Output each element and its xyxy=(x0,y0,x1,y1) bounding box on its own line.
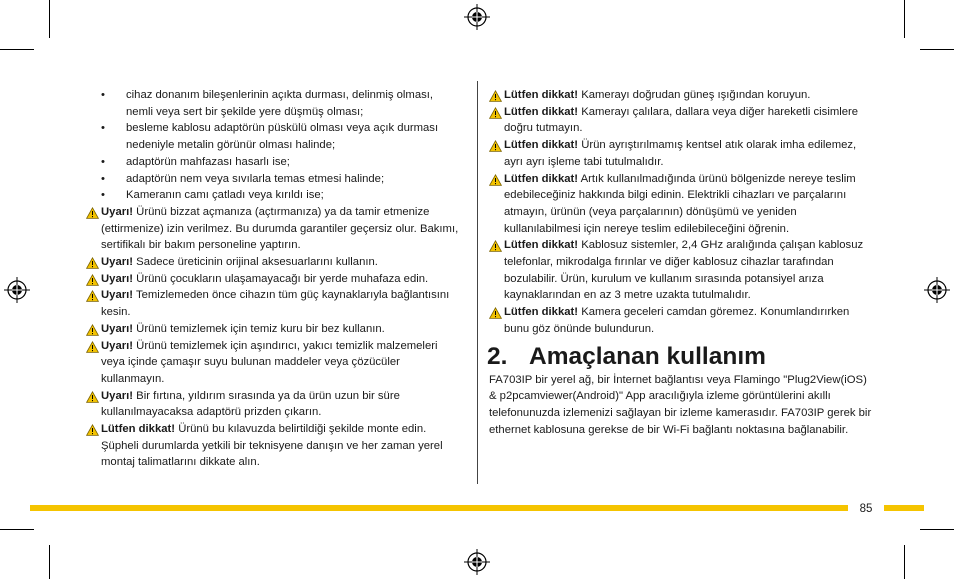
warning-text: Sadece üreticinin orijinal aksesuarlarını kullanın. xyxy=(133,256,378,269)
list-item-text: adaptörün mahfazası hasarlı ise; xyxy=(126,155,290,168)
warning-text: Kablosuz sistemler, 2,4 GHz aralığında çalışan kablosuz telefonlar, mikrodalga fırınlar ve diğer kablosuz cihazlar tarafından bozulabilir. Ürün, kurulum ve kullanım sırasında potansiyel arıza kaynaklarından en az 3 metre uzakta tutulmalıdır. xyxy=(504,239,864,302)
warning-item xyxy=(489,237,873,304)
warning-text: Ürünü bizzat açmanıza (açtırmanıza) ya da tamir etmenize (ettirmenize) izin verilmez. Bu durumda garantiler geçersiz olur. Bakımı, sertifikalı bir bakım personeline yaptırın. xyxy=(101,205,459,252)
warning-item xyxy=(86,338,462,388)
list-item-text: Kameranın camı çatladı veya kırıldı ise; xyxy=(126,189,324,202)
warning-label: Uyarı! xyxy=(101,389,134,402)
bullet-icon: • xyxy=(101,155,105,168)
warning-text: Kamerayı çalılara, dallara veya diğer hareketli cisimlere doğru tutmayın. xyxy=(504,105,859,135)
section-title: Amaçlanan kullanım xyxy=(529,342,766,370)
warning-item xyxy=(86,321,462,338)
warning-label: Lütfen dikkat! xyxy=(101,423,176,436)
list-item xyxy=(86,120,462,153)
warning-triangle-icon xyxy=(86,290,99,302)
list-item xyxy=(86,154,462,171)
list-item-text: adaptörün nem veya sıvılarla temas etmesi halinde; xyxy=(126,172,385,185)
warning-label: Lütfen dikkat! xyxy=(504,139,579,152)
warning-item xyxy=(86,421,462,471)
warning-item xyxy=(489,104,873,137)
warning-label: Lütfen dikkat! xyxy=(504,89,579,101)
registration-target-icon xyxy=(4,277,30,303)
section-number: 2. xyxy=(487,342,508,370)
right-column xyxy=(489,87,873,438)
warning-item xyxy=(86,271,462,288)
warning-label: Lütfen dikkat! xyxy=(504,172,579,185)
warning-text: Temizlemeden önce cihazın tüm güç kaynaklarıyla bağlantısını kesin. xyxy=(101,289,450,319)
warning-item xyxy=(86,204,462,254)
warning-item xyxy=(489,137,873,170)
warning-label: Uyarı! xyxy=(101,256,134,269)
warning-triangle-icon xyxy=(489,307,502,319)
warning-text: Bir fırtına, yıldırım sırasında ya da ürün uzun bir süre kullanılmayacaksa adaptörü prizden çıkarın. xyxy=(101,389,400,419)
warning-text: Artık kullanılmadığında ürünü bölgenizde nereye teslim edebileceğiniz hakkında bilgi edinin. Elektrikli cihazları ve parçalarını atmayın, ürünün (veya parçalarının) dönüşümü ve yeniden kullanılabilmesi için nereye teslim edilebileceğini öğrenin. xyxy=(504,172,856,235)
crop-mark xyxy=(49,545,50,579)
warning-triangle-icon xyxy=(489,174,502,186)
warning-triangle-icon xyxy=(86,207,99,219)
list-item-text: cihaz donanım bileşenlerinin açıkta durması, delinmiş olması, nemli veya sert bir şekilde yere düşmüş olması; xyxy=(126,89,434,118)
warning-triangle-icon xyxy=(86,257,99,269)
section-paragraph: FA703IP bir yerel ağ, bir İnternet bağlantısı veya Flamingo "Plug2View(iOS) & p2pcamviewer(Android)" App aracılığıyla izleme görüntülerini akıllı telefonunuzda izlemenizi sağlayan bir izleme kamerasıdır. FA703IP gerek bir ethernet kablosuna gerekse de bir Wi-Fi bağlantı noktasına bağlanabilir. xyxy=(489,373,872,436)
warning-item xyxy=(489,87,873,104)
warning-text: Ürünü temizlemek için temiz kuru bir bez kullanın. xyxy=(133,322,385,335)
crop-mark xyxy=(904,545,905,579)
column-divider xyxy=(477,81,478,484)
bullet-icon: • xyxy=(101,89,105,101)
warning-triangle-icon xyxy=(489,240,502,252)
warning-label: Lütfen dikkat! xyxy=(504,306,579,319)
warning-text: Ürünü temizlemek için aşındırıcı, yakıcı temizlik malzemeleri veya içinde çamaşır suyu bulunan maddeler veya çözücüler kullanmayın. xyxy=(101,339,438,385)
bullet-icon: • xyxy=(101,189,105,202)
list-item-text: besleme kablosu adaptörün püskülü olması veya açık durması nedeniyle metalin görünür olması halinde; xyxy=(126,122,439,152)
crop-mark xyxy=(904,0,905,38)
warning-triangle-icon xyxy=(86,391,99,403)
list-item xyxy=(86,171,462,188)
warning-item xyxy=(86,388,462,421)
crop-mark xyxy=(920,529,954,530)
registration-target-icon xyxy=(464,4,490,30)
warning-text: Ürünü bu kılavuzda belirtildiği şekilde monte edin. Şüpheli durumlarda yetkili bir teknisyene danışın ve her zaman yerel montaj talimatlarını dikkate alın. xyxy=(101,423,443,469)
list-item xyxy=(86,87,462,120)
warning-item xyxy=(489,171,873,238)
warning-triangle-icon xyxy=(86,341,99,353)
warning-triangle-icon xyxy=(489,90,502,102)
warning-triangle-icon xyxy=(86,324,99,336)
warning-triangle-icon xyxy=(86,274,99,286)
crop-mark xyxy=(49,0,50,38)
warning-label: Uyarı! xyxy=(101,322,134,335)
warning-label: Lütfen dikkat! xyxy=(504,239,579,252)
warning-item xyxy=(489,304,873,337)
bullet-icon: • xyxy=(101,122,105,135)
warning-item xyxy=(86,254,462,271)
page-number: 85 xyxy=(859,503,873,515)
footer-accent-bar xyxy=(30,505,848,511)
warning-label: Uyarı! xyxy=(101,272,134,285)
registration-target-icon xyxy=(464,549,490,575)
warning-label: Uyarı! xyxy=(101,289,134,302)
warning-text: Kamera geceleri camdan göremez. Konumlandırırken bunu göz önünde bulundurun. xyxy=(504,306,850,335)
warning-text: Kamerayı doğrudan güneş ışığından koruyun. xyxy=(578,89,811,101)
crop-mark xyxy=(0,49,34,50)
warning-text: Ürün ayrıştırılmamış kentsel atık olarak imha edilemez, ayrı ayrı işleme tabi tutulmalıdır. xyxy=(504,139,857,168)
registration-target-icon xyxy=(924,277,950,303)
warning-label: Lütfen dikkat! xyxy=(504,105,579,118)
section-heading xyxy=(487,342,873,372)
crop-mark xyxy=(0,529,34,530)
warning-triangle-icon xyxy=(86,424,99,436)
warning-label: Uyarı! xyxy=(101,339,134,352)
left-column xyxy=(86,87,462,471)
warning-item xyxy=(86,287,462,320)
warning-label: Uyarı! xyxy=(101,205,134,218)
crop-mark xyxy=(920,49,954,50)
warning-triangle-icon xyxy=(489,107,502,119)
footer-accent-bar xyxy=(884,505,924,511)
warning-triangle-icon xyxy=(489,140,502,152)
warning-text: Ürünü çocukların ulaşamayacağı bir yerde muhafaza edin. xyxy=(133,272,429,285)
list-item xyxy=(86,187,462,204)
bullet-icon: • xyxy=(101,172,105,185)
